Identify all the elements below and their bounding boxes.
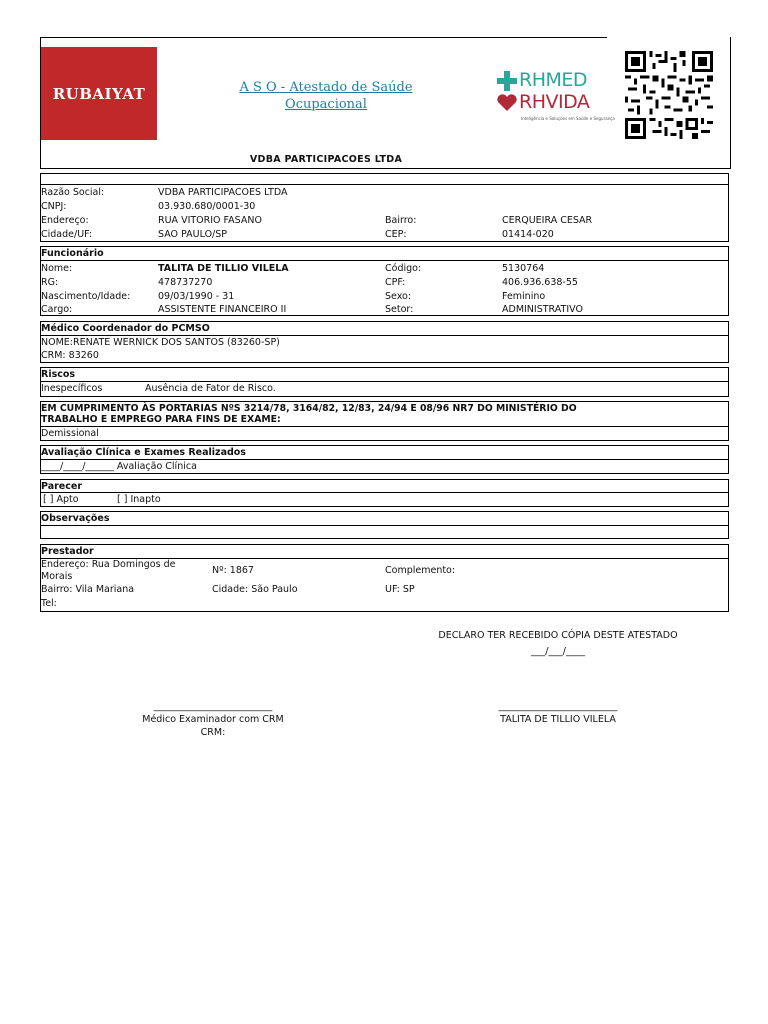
title-line-1: A S O - Atestado de Saúde xyxy=(239,80,413,95)
nome-value: TALITA DE TILLIO VILELA xyxy=(158,263,289,274)
prestador-section xyxy=(40,544,729,612)
nome-label: Nome: xyxy=(41,263,73,274)
portaria-line-2: TRABALHO E EMPREGO PARA FINS DE EXAME: xyxy=(41,414,281,425)
medico-crm-label: CRM: xyxy=(200,727,226,738)
riscos-section xyxy=(40,367,729,397)
endereco-label: Endereço: xyxy=(41,215,89,226)
cpf-value: 406.936.638-55 xyxy=(502,277,578,288)
prestador-cidade: Cidade: São Paulo xyxy=(212,584,298,595)
document-header xyxy=(40,37,731,169)
setor-label: Setor: xyxy=(385,304,414,315)
observacoes-section-title: Observações xyxy=(41,513,110,524)
funcionario-section-title: Funcionário xyxy=(41,248,104,259)
rg-label: RG: xyxy=(41,277,59,288)
razao-value: VDBA PARTICIPACOES LTDA xyxy=(158,187,288,198)
rhmed-text: RHMED xyxy=(519,69,588,91)
cargo-value: ASSISTENTE FINANCEIRO II xyxy=(158,304,287,315)
funcionario-section xyxy=(40,246,729,316)
declaracao-data: ___/___/____ xyxy=(531,646,585,657)
prestador-endereco-line-1: Endereço: Rua Domingos de xyxy=(41,559,176,570)
rhvida-text: RHVIDA xyxy=(519,91,590,113)
funcionario-signature-line: _________________________ xyxy=(498,701,618,712)
cep-label: CEP: xyxy=(385,229,407,240)
prestador-numero: Nº: 1867 xyxy=(212,565,254,576)
setor-value: ADMINISTRATIVO xyxy=(502,304,583,315)
prestador-tel: Tel: xyxy=(41,598,57,609)
exame-tipo: Demissional xyxy=(41,428,99,439)
razao-label: Razão Social: xyxy=(41,187,105,198)
medico-nome: NOME:RENATE WERNICK DOS SANTOS (83260-SP) xyxy=(41,337,280,348)
nascimento-value: 09/03/1990 - 31 xyxy=(158,291,235,302)
medico-section xyxy=(40,321,729,363)
avaliacao-section xyxy=(40,445,729,474)
riscos-tipo: Inespecíficos xyxy=(41,383,103,394)
portaria-line-1: EM CUMPRIMENTO ÀS PORTARIAS NºS 3214/78, 3164/82, 12/83, 24/94 E 08/96 NR7 DO MINISTÉRIO DO xyxy=(41,403,577,414)
cpf-label: CPF: xyxy=(385,277,406,288)
portaria-section xyxy=(40,401,729,441)
cep-value: 01414-020 xyxy=(502,229,554,240)
qr-code-icon xyxy=(625,51,713,139)
avaliacao-linha: ____/____/______ Avaliação Clínica xyxy=(41,461,197,472)
codigo-label: Código: xyxy=(385,263,422,274)
funcionario-signature-name: TALITA DE TILLIO VILELA xyxy=(500,714,616,725)
cnpj-value: 03.930.680/0001-30 xyxy=(158,201,256,212)
cidade-value: SAO PAULO/SP xyxy=(158,229,228,240)
medico-signature-label: Médico Examinador com CRM xyxy=(142,714,284,725)
inapto-checkbox[interactable]: [ ] Inapto xyxy=(117,494,161,505)
parecer-section-title: Parecer xyxy=(41,481,83,492)
prestador-section-title: Prestador xyxy=(41,546,94,557)
cargo-label: Cargo: xyxy=(41,304,73,315)
riscos-descricao: Ausência de Fator de Risco. xyxy=(145,383,276,394)
avaliacao-section-title: Avaliação Clínica e Exames Realizados xyxy=(41,447,246,458)
rhmed-tagline: Inteligência e Soluções em Saúde e Segurança xyxy=(521,116,615,121)
apto-checkbox[interactable]: [ ] Apto xyxy=(43,494,79,505)
medico-signature-line: _________________________ xyxy=(153,701,273,712)
prestador-uf: UF: SP xyxy=(385,584,415,595)
sexo-label: Sexo: xyxy=(385,291,412,302)
bairro-value: CERQUEIRA CESAR xyxy=(502,215,593,226)
medico-section-title: Médico Coordenador do PCMSO xyxy=(41,323,210,334)
cidade-label: Cidade/UF: xyxy=(41,229,93,240)
endereco-value: RUA VITORIO FASANO xyxy=(158,215,262,226)
title-line-2: Ocupacional xyxy=(285,97,367,112)
declaracao-texto: DECLARO TER RECEBIDO CÓPIA DESTE ATESTADO xyxy=(438,630,678,641)
prestador-bairro: Bairro: Vila Mariana xyxy=(41,584,135,595)
observacoes-section xyxy=(40,511,729,539)
document-title xyxy=(191,79,461,113)
cnpj-label: CNPJ: xyxy=(41,201,67,212)
rubaiyat-logo: RUBAIYAT xyxy=(41,47,157,140)
bairro-label: Bairro: xyxy=(385,215,417,226)
empresa-section xyxy=(40,173,729,242)
rg-value: 478737270 xyxy=(158,277,213,288)
nascimento-label: Nascimento/Idade: xyxy=(41,291,131,302)
rhvida-heart-icon xyxy=(497,94,517,112)
codigo-value: 5130764 xyxy=(502,263,545,274)
company-name-header: VDBA PARTICIPACOES LTDA xyxy=(249,154,403,165)
medico-crm: CRM: 83260 xyxy=(41,350,99,361)
parecer-section xyxy=(40,479,729,507)
sexo-value: Feminino xyxy=(502,291,546,302)
rhmed-cross-icon xyxy=(497,71,517,91)
rhmed-rhvida-logo xyxy=(497,69,615,129)
prestador-complemento: Complemento: xyxy=(385,565,456,576)
prestador-endereco-line-2: Morais xyxy=(41,571,73,582)
riscos-section-title: Riscos xyxy=(41,369,76,380)
